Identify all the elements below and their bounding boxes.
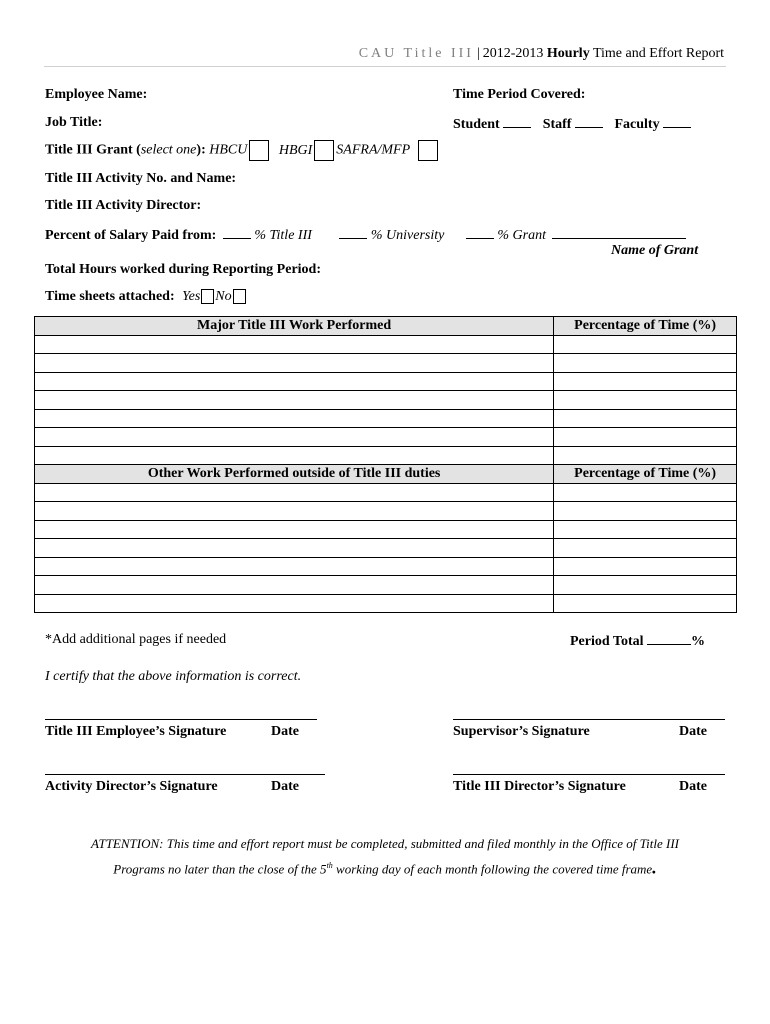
percent-salary-row bbox=[45, 226, 686, 244]
grant-hbgi-label: HBGI bbox=[278, 142, 313, 158]
hbcu-checkbox[interactable] bbox=[249, 140, 269, 161]
work-cell[interactable] bbox=[35, 391, 554, 410]
grant-label: Title III Grant bbox=[45, 142, 133, 158]
pct-cell[interactable] bbox=[554, 354, 737, 373]
title3-director-date-label: Date bbox=[679, 779, 707, 794]
student-label: Student bbox=[453, 117, 500, 132]
yes-checkbox[interactable] bbox=[201, 289, 214, 304]
attention-line-2: Programs no later than the close of the 5th working day of each month following the covered time frame. bbox=[113, 857, 657, 878]
activity-director-signature-label: Activity Director’s Signature bbox=[45, 779, 218, 794]
timesheets-label: Time sheets attached: bbox=[45, 289, 175, 304]
pct-cell[interactable] bbox=[554, 502, 737, 521]
activity-no-label: Title III Activity No. and Name: bbox=[45, 171, 237, 186]
table-row bbox=[35, 594, 737, 613]
attention-notice bbox=[40, 833, 730, 880]
pct-grant-blank[interactable] bbox=[466, 226, 494, 239]
pct-cell[interactable] bbox=[554, 391, 737, 410]
employee-signature-line[interactable] bbox=[45, 719, 317, 720]
pct-cell[interactable] bbox=[554, 409, 737, 428]
table-row bbox=[35, 557, 737, 576]
table-row bbox=[35, 335, 737, 354]
employee-date-label: Date bbox=[271, 724, 299, 739]
pct-cell[interactable] bbox=[554, 557, 737, 576]
activity-director-label: Title III Activity Director: bbox=[45, 198, 202, 213]
student-blank[interactable] bbox=[503, 115, 531, 128]
faculty-label: Faculty bbox=[614, 117, 660, 132]
work-cell[interactable] bbox=[35, 372, 554, 391]
work-cell[interactable] bbox=[35, 594, 554, 613]
other-work-header-row bbox=[35, 465, 737, 484]
work-cell[interactable] bbox=[35, 557, 554, 576]
table-row bbox=[35, 483, 737, 502]
table-row bbox=[35, 409, 737, 428]
safra-checkbox[interactable] bbox=[418, 140, 438, 161]
other-pct-header: Percentage of Time (%) bbox=[554, 465, 737, 484]
report-header bbox=[359, 46, 724, 62]
no-checkbox[interactable] bbox=[233, 289, 246, 304]
attention-line-1: ATTENTION: This time and effort report must be completed, submitted and filed monthly in the Office of Title III bbox=[91, 836, 679, 851]
pct-grant-label: % Grant bbox=[497, 228, 546, 243]
other-work-header: Other Work Performed outside of Title III duties bbox=[35, 465, 554, 484]
supervisor-signature-label: Supervisor’s Signature bbox=[453, 724, 590, 739]
work-cell[interactable] bbox=[35, 409, 554, 428]
supervisor-date-label: Date bbox=[679, 724, 707, 739]
title3-director-signature-line[interactable] bbox=[453, 774, 725, 775]
header-divider bbox=[44, 66, 726, 67]
title3-director-signature-label: Title III Director’s Signature bbox=[453, 779, 626, 794]
yes-label: Yes bbox=[182, 289, 201, 304]
pct-cell[interactable] bbox=[554, 483, 737, 502]
major-work-header-row bbox=[35, 317, 737, 336]
select-one-hint: select one bbox=[140, 142, 197, 158]
table-row bbox=[35, 520, 737, 539]
period-total-unit: % bbox=[691, 634, 706, 649]
pct-cell[interactable] bbox=[554, 372, 737, 391]
pct-cell[interactable] bbox=[554, 539, 737, 558]
work-cell[interactable] bbox=[35, 520, 554, 539]
work-cell[interactable] bbox=[35, 576, 554, 595]
job-title-label: Job Title: bbox=[45, 115, 103, 130]
timesheets-row bbox=[45, 289, 247, 305]
grant-row: Title III Grant (select one): HBCU HBGI SAFRA/MFP bbox=[45, 140, 440, 161]
table-row bbox=[35, 428, 737, 447]
pct-university-blank[interactable] bbox=[339, 226, 367, 239]
staff-blank[interactable] bbox=[575, 115, 603, 128]
pct-cell[interactable] bbox=[554, 576, 737, 595]
header-separator: | bbox=[476, 46, 480, 61]
grant-name-blank[interactable] bbox=[552, 226, 686, 239]
name-of-grant-caption: Name of Grant bbox=[611, 243, 699, 258]
work-cell[interactable] bbox=[35, 335, 554, 354]
time-period-label: Time Period Covered: bbox=[453, 87, 586, 102]
activity-director-date-label: Date bbox=[271, 779, 299, 794]
no-label: No bbox=[215, 289, 232, 304]
work-cell[interactable] bbox=[35, 502, 554, 521]
pct-university-label: % University bbox=[370, 228, 445, 243]
percent-salary-label: Percent of Salary Paid from: bbox=[45, 228, 217, 243]
pct-cell[interactable] bbox=[554, 594, 737, 613]
work-cell[interactable] bbox=[35, 483, 554, 502]
pct-title3-label: % Title III bbox=[254, 228, 312, 243]
certify-statement: I certify that the above information is correct. bbox=[45, 669, 302, 684]
report-year: 2012-2013 bbox=[482, 46, 544, 61]
table-row bbox=[35, 372, 737, 391]
table-row bbox=[35, 539, 737, 558]
period-total-blank[interactable] bbox=[647, 632, 691, 645]
major-work-table bbox=[34, 316, 737, 613]
pct-title3-blank[interactable] bbox=[223, 226, 251, 239]
major-pct-header: Percentage of Time (%) bbox=[554, 317, 737, 336]
additional-pages-note: *Add additional pages if needed bbox=[45, 632, 227, 647]
job-type-row bbox=[453, 115, 691, 133]
table-row bbox=[35, 354, 737, 373]
employee-name-label: Employee Name: bbox=[45, 87, 148, 102]
supervisor-signature-line[interactable] bbox=[453, 719, 725, 720]
faculty-blank[interactable] bbox=[663, 115, 691, 128]
grant-safra-label: SAFRA/MFP bbox=[336, 142, 411, 158]
report-hourly: Hourly bbox=[546, 46, 590, 61]
table-row bbox=[35, 446, 737, 465]
pct-cell[interactable] bbox=[554, 446, 737, 465]
pct-cell[interactable] bbox=[554, 520, 737, 539]
org-name: CAU Title III bbox=[358, 46, 474, 61]
grant-hbcu-label: HBCU bbox=[209, 142, 248, 158]
employee-signature-label: Title III Employee’s Signature bbox=[45, 724, 227, 739]
report-title: Time and Effort Report bbox=[592, 46, 724, 61]
period-total bbox=[570, 632, 705, 650]
work-cell[interactable] bbox=[35, 354, 554, 373]
activity-director-signature-line[interactable] bbox=[45, 774, 325, 775]
hbgi-checkbox[interactable] bbox=[314, 140, 334, 161]
work-cell[interactable] bbox=[35, 539, 554, 558]
staff-label: Staff bbox=[542, 117, 572, 132]
pct-cell[interactable] bbox=[554, 428, 737, 447]
pct-cell[interactable] bbox=[554, 335, 737, 354]
table-row bbox=[35, 391, 737, 410]
total-hours-label: Total Hours worked during Reporting Period: bbox=[45, 262, 321, 277]
table-row bbox=[35, 576, 737, 595]
major-work-header: Major Title III Work Performed bbox=[35, 317, 554, 336]
period-total-label: Period Total bbox=[570, 634, 644, 649]
table-row bbox=[35, 502, 737, 521]
work-cell[interactable] bbox=[35, 446, 554, 465]
work-cell[interactable] bbox=[35, 428, 554, 447]
